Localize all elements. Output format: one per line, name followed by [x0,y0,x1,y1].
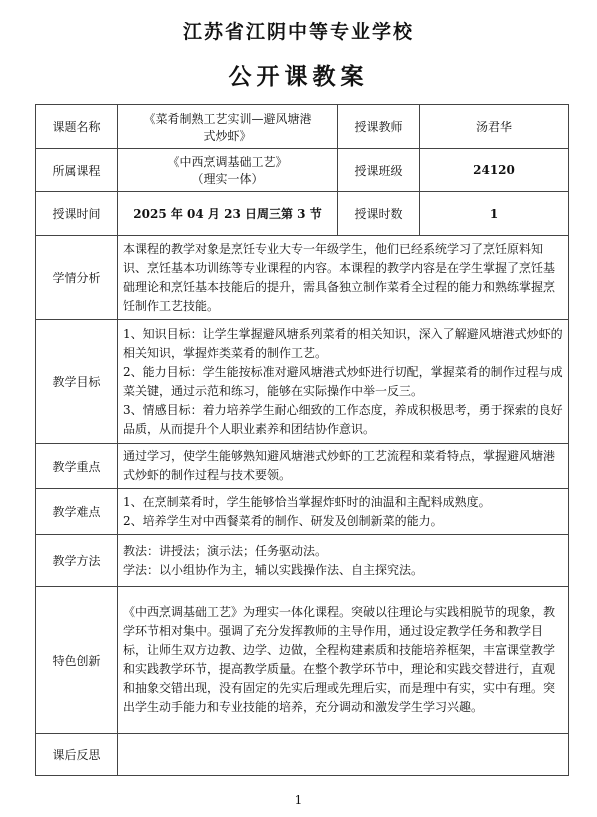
row-analysis [36,236,569,320]
row-time [36,192,569,236]
goals-label: 教学目标 [36,320,118,444]
row-difficulty [36,489,569,535]
topic-value [118,105,338,149]
feature-label: 特色创新 [36,587,118,734]
hours-value: 1 [420,192,569,236]
difficulty-item-2: 2、培养学生对中西餐菜肴的制作、研发及创制新菜的能力。 [123,513,443,528]
topic-line-2: 式炒虾》 [203,128,252,143]
method-content [118,535,569,587]
class-value: 24120 [420,149,569,192]
time-value: 2025 年 04 月 23 日周三第 3 节 [118,192,338,236]
topic-label: 课题名称 [36,105,118,149]
course-line-2: （理实一体） [191,172,264,186]
row-feature [36,587,569,734]
analysis-text: 本课程的教学对象是烹饪专业大专一年级学生，他们已经系统学习了烹饪原料知识、烹饪基本功训练等专业课程的内容。本课程的教学内容是在学生掌握了烹饪基础理论和烹饪基本技能后的提升，需具备独立制作菜肴全过程的能力和熟练掌握烹饪制作工艺技能。 [118,236,569,320]
topic-line-1: 《菜肴制熟工艺实训—避风塘港 [143,111,312,126]
key-label: 教学重点 [36,444,118,489]
method-learning: 学法：以小组协作为主，辅以实践操作法、自主探究法。 [123,562,424,577]
difficulty-content [118,489,569,535]
class-label: 授课班级 [338,149,420,192]
row-course [36,149,569,192]
reflection-text [118,734,569,776]
row-topic [36,105,569,149]
document-title: 公开课教案 [228,64,369,90]
school-name: 江苏省江阴中等专业学校 [182,21,414,43]
course-value [118,149,338,192]
goal-ability: 2、能力目标：学生能按标准对避风塘港式炒虾进行切配，掌握菜肴的制作过程与成菜关键，通过示范和练习，能够在实际操作中举一反三。 [123,364,563,398]
reflection-label: 课后反思 [36,734,118,776]
row-goals [36,320,569,444]
difficulty-label: 教学难点 [36,489,118,535]
row-method [36,535,569,587]
course-line-1: 《中西烹调基础工艺》 [167,155,288,169]
lesson-plan-table [35,104,569,776]
goals-content [118,320,569,444]
goal-emotion: 3、情感目标：着力培养学生耐心细致的工作态度，养成积极思考，勇于探索的良好品质，从而提升个人职业素养和团结协作意识。 [123,402,563,436]
course-label: 所属课程 [36,149,118,192]
feature-text: 《中西烹调基础工艺》为理实一体化课程。突破以往理论与实践相脱节的现象，教学环节相对集中。强调了充分发挥教师的主导作用，通过设定教学任务和教学目标，让师生双方边教、边学、边做，全程构建素质和技能培养框架，丰富课堂教学和实践教学环节，提高教学质量。在整个教学环节中，理论和实践交替进行，直观和抽象交错出现，没有固定的先实后理或先理后实，而是理中有实，实中有理。突出学生动手能力和专业技能的培养，充分调动和激发学生学习兴趣。 [118,587,569,734]
teacher-label: 授课教师 [338,105,420,149]
time-label: 授课时间 [36,192,118,236]
key-text: 通过学习，使学生能够熟知避风塘港式炒虾的工艺流程和菜肴特点，掌握避风塘港式炒虾的制作过程与技术要领。 [118,444,569,489]
page-number: 1 [294,793,303,807]
row-reflection [36,734,569,776]
method-label: 教学方法 [36,535,118,587]
analysis-label: 学情分析 [36,236,118,320]
goal-knowledge: 1、知识目标：让学生掌握避风塘系列菜肴的相关知识，深入了解避风塘港式炒虾的相关知识，掌握炸类菜肴的制作工艺。 [123,326,563,360]
row-key [36,444,569,489]
difficulty-item-1: 1、在烹制菜肴时，学生能够恰当掌握炸虾时的油温和主配料成熟度。 [123,494,491,509]
method-teaching: 教法：讲授法；演示法；任务驱动法。 [123,543,328,558]
hours-label: 授课时数 [338,192,420,236]
teacher-value: 汤君华 [420,105,569,149]
